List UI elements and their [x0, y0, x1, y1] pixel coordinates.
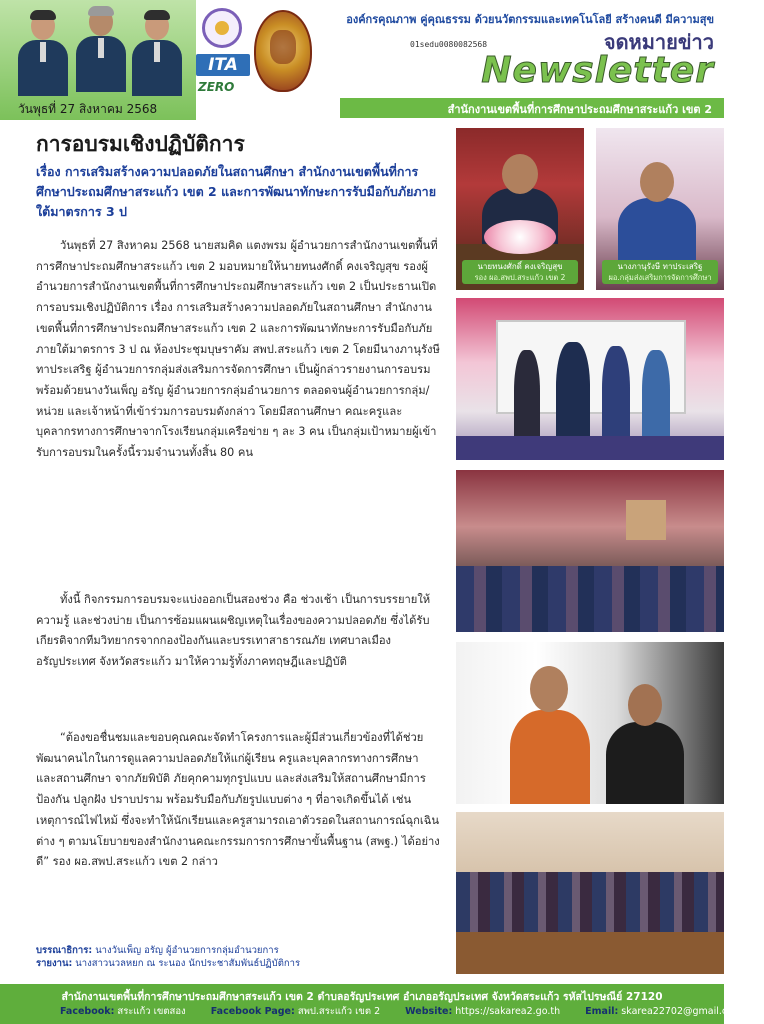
- newsletter-thai-title: จดหมายข่าว: [603, 30, 714, 54]
- article-subtitle: เรื่อง การเสริมสร้างความปลอดภัยในสถานศึกษา สำนักงานเขตพื้นที่การศึกษาประถมศึกษาสระแก้ว เขต 2 และการพัฒนาทักษะการรับมือกับภัยภายใต้มาตรการ 3 ป: [36, 164, 437, 219]
- photo-caption: นายทนงศักดิ์ คงเจริญสุข รอง ผอ.สพป.สระแก้ว เขต 2: [462, 260, 578, 284]
- photo-deputy-director: [456, 128, 584, 290]
- ita-logo: [196, 8, 250, 104]
- zero-logo-text: ZERO: [198, 80, 235, 94]
- newsletter-header: [0, 0, 724, 120]
- executive-portrait: [14, 8, 72, 96]
- photo-hall-audience: [456, 812, 724, 974]
- photo-training-audience: [456, 470, 724, 632]
- contact-row: [60, 1004, 743, 1019]
- issue-date: วันพุธที่ 27 สิงหาคม 2568: [18, 102, 158, 116]
- executive-portrait: [128, 8, 186, 96]
- photo-group-director: [596, 128, 724, 290]
- executive-portrait: [72, 4, 130, 92]
- newsletter-title: Newsletter: [481, 50, 714, 91]
- office-name: สำนักงานเขตพื้นที่การศึกษาประถมศึกษาสระแก้ว เขต 2: [447, 103, 712, 116]
- obec-seal-icon: [254, 10, 312, 92]
- article-paragraph: “ต้องขอชื่นชมและขอบคุณคณะจัดทำโครงการและผู้มีส่วนเกี่ยวข้องที่ได้ช่วยพัฒนาคนไกในการดูแลความปลอดภัยให้แก่ผู้เรียน ครูและบุคลากรทางการศึกษา และสถานศึกษา จากภัยพิบัติ ภัยคุกคามทุกรูปแบบ และส่งเสริมให้สถานศึกษามีการป้องกัน ปลูกฝัง ปราบปราม พร้อมรับมือกับภัยรูปแบบต่าง ๆ ที่อาจเกิดขึ้นได้ เช่น เหตุการณ์ไฟไหม้ ซึ่งจะทำให้นักเรียนและครูสามารถเอาตัวรอดในสถานการณ์ฉุกเฉินต่าง ๆ ตามนโยบายของสำนักงานคณะกรรมการการศึกษาขั้นพื้นฐาน (สพฐ.) ได้อย่างดี” รอง ผอ.สพป.สระแก้ว เขต 2 กล่าว: [36, 731, 440, 869]
- office-bar: [340, 98, 724, 118]
- photo-officials-group: [456, 298, 724, 460]
- photo-speakers: [456, 642, 724, 804]
- credit-editor: บรรณาธิการ: นางวันเพ็ญ อรัญ ผู้อำนวยการกลุ่มอำนวยการ: [36, 945, 279, 956]
- newsletter-footer: [0, 984, 743, 1024]
- org-slogan: องค์กรคุณภาพ คู่คุณธรรม ด้วยนวัตกรรมและเทคโนโลยี สร้างคนดี มีความสุข: [346, 13, 714, 26]
- facebook-page-contact: Facebook Page: สพป.สระแก้ว เขต 2: [210, 1006, 381, 1017]
- office-address: สำนักงานเขตพื้นที่การศึกษาประถมศึกษาสระแก้ว เขต 2 ตำบลอรัญประเทศ อำเภออรัญประเทศ จังหวัดสระแก้ว รหัสไปรษณีย์ 27120: [61, 991, 663, 1003]
- ita-emblem-icon: [202, 8, 242, 48]
- facebook-contact: Facebook: สระแก้ว เขตสอง: [60, 1006, 186, 1017]
- credits: [36, 944, 456, 970]
- ita-logo-text: ITA: [196, 54, 250, 76]
- article-title: การอบรมเชิงปฏิบัติการ: [36, 132, 245, 156]
- credit-reporter: รายงาน: นางสาวนวลหยก ณ ระนอง นักประชาสัมพันธ์ปฏิบัติการ: [36, 958, 301, 969]
- website-contact: Website: https://sakarea2.go.th: [405, 1006, 561, 1017]
- document-id: 01sedu0080082568: [410, 40, 488, 49]
- photo-caption: นางภานุรังษี ทาประเสริฐ ผอ.กลุ่มส่งเสริมการจัดการศึกษา: [602, 260, 718, 284]
- article-paragraph: ทั้งนี้ กิจกรรมการอบรมจะแบ่งออกเป็นสองช่วง คือ ช่วงเช้า เป็นการบรรยายให้ความรู้ และช่วงบ่าย เป็นการซ้อมแผนเผชิญเหตุในเรื่องของความปลอดภัย ซึ่งได้รับเกียรติจากทีมวิทยากรจากกองป้องกันและบรรเทาสาธารณภัย เทศบาลเมืองอรัญประเทศ จังหวัดสระแก้ว มาให้ความรู้ทั้งภาคทฤษฎีและปฏิบัติ: [36, 593, 431, 669]
- email-contact: Email: skarea22702@gmail.com: [585, 1006, 743, 1017]
- article-paragraph: วันพุธที่ 27 สิงหาคม 2568 นายสมคิด แตงพรม ผู้อำนวยการสำนักงานเขตพื้นที่การศึกษาประถมศึกษาสระแก้ว เขต 2 มอบหมายให้นายทนงศักดิ์ คงเจริญสุข รองผู้อำนวยการสำนักงานเขตพื้นที่การศึกษาประถมศึกษาสระแก้ว เขต 2 เป็นประธานเปิดการอบรมเชิงปฏิบัติการ เรื่อง การเสริมสร้างความปลอดภัยในสถานศึกษา สำนักงานเขตพื้นที่การศึกษาประถมศึกษาสระแก้ว เขต 2 และการพัฒนาทักษะการรับมือกับภัย ภายใต้มาตรการ 3 ป ณ ห้องประชุมบุษราคัม สพป.สระแก้ว เขต 2 โดยมีนางภานุรังษี ทาประเสริฐ ผู้อำนวยการกลุ่มส่งเสริมการจัดการศึกษา เป็นผู้กล่าวรายงานการอบรม พร้อมด้วยนางวันเพ็ญ อรัญ ผู้อำนวยการกลุ่มอำนวยการ ตลอดจนผู้อำนวยการกลุ่ม/หน่วย และเจ้าหน้าที่เข้าร่วมการอบรมดังกล่าว โดยมีสถานศึกษา คณะครูและบุคลากรทางการศึกษาจากโรงเรียนกลุ่มเครือข่าย ๆ ละ 3 คน เป็นกลุ่มเป้าหมายผู้เข้ารับการอบรมในครั้งนี้รวมจำนวนทั้งสิ้น 80 คน: [36, 239, 440, 460]
